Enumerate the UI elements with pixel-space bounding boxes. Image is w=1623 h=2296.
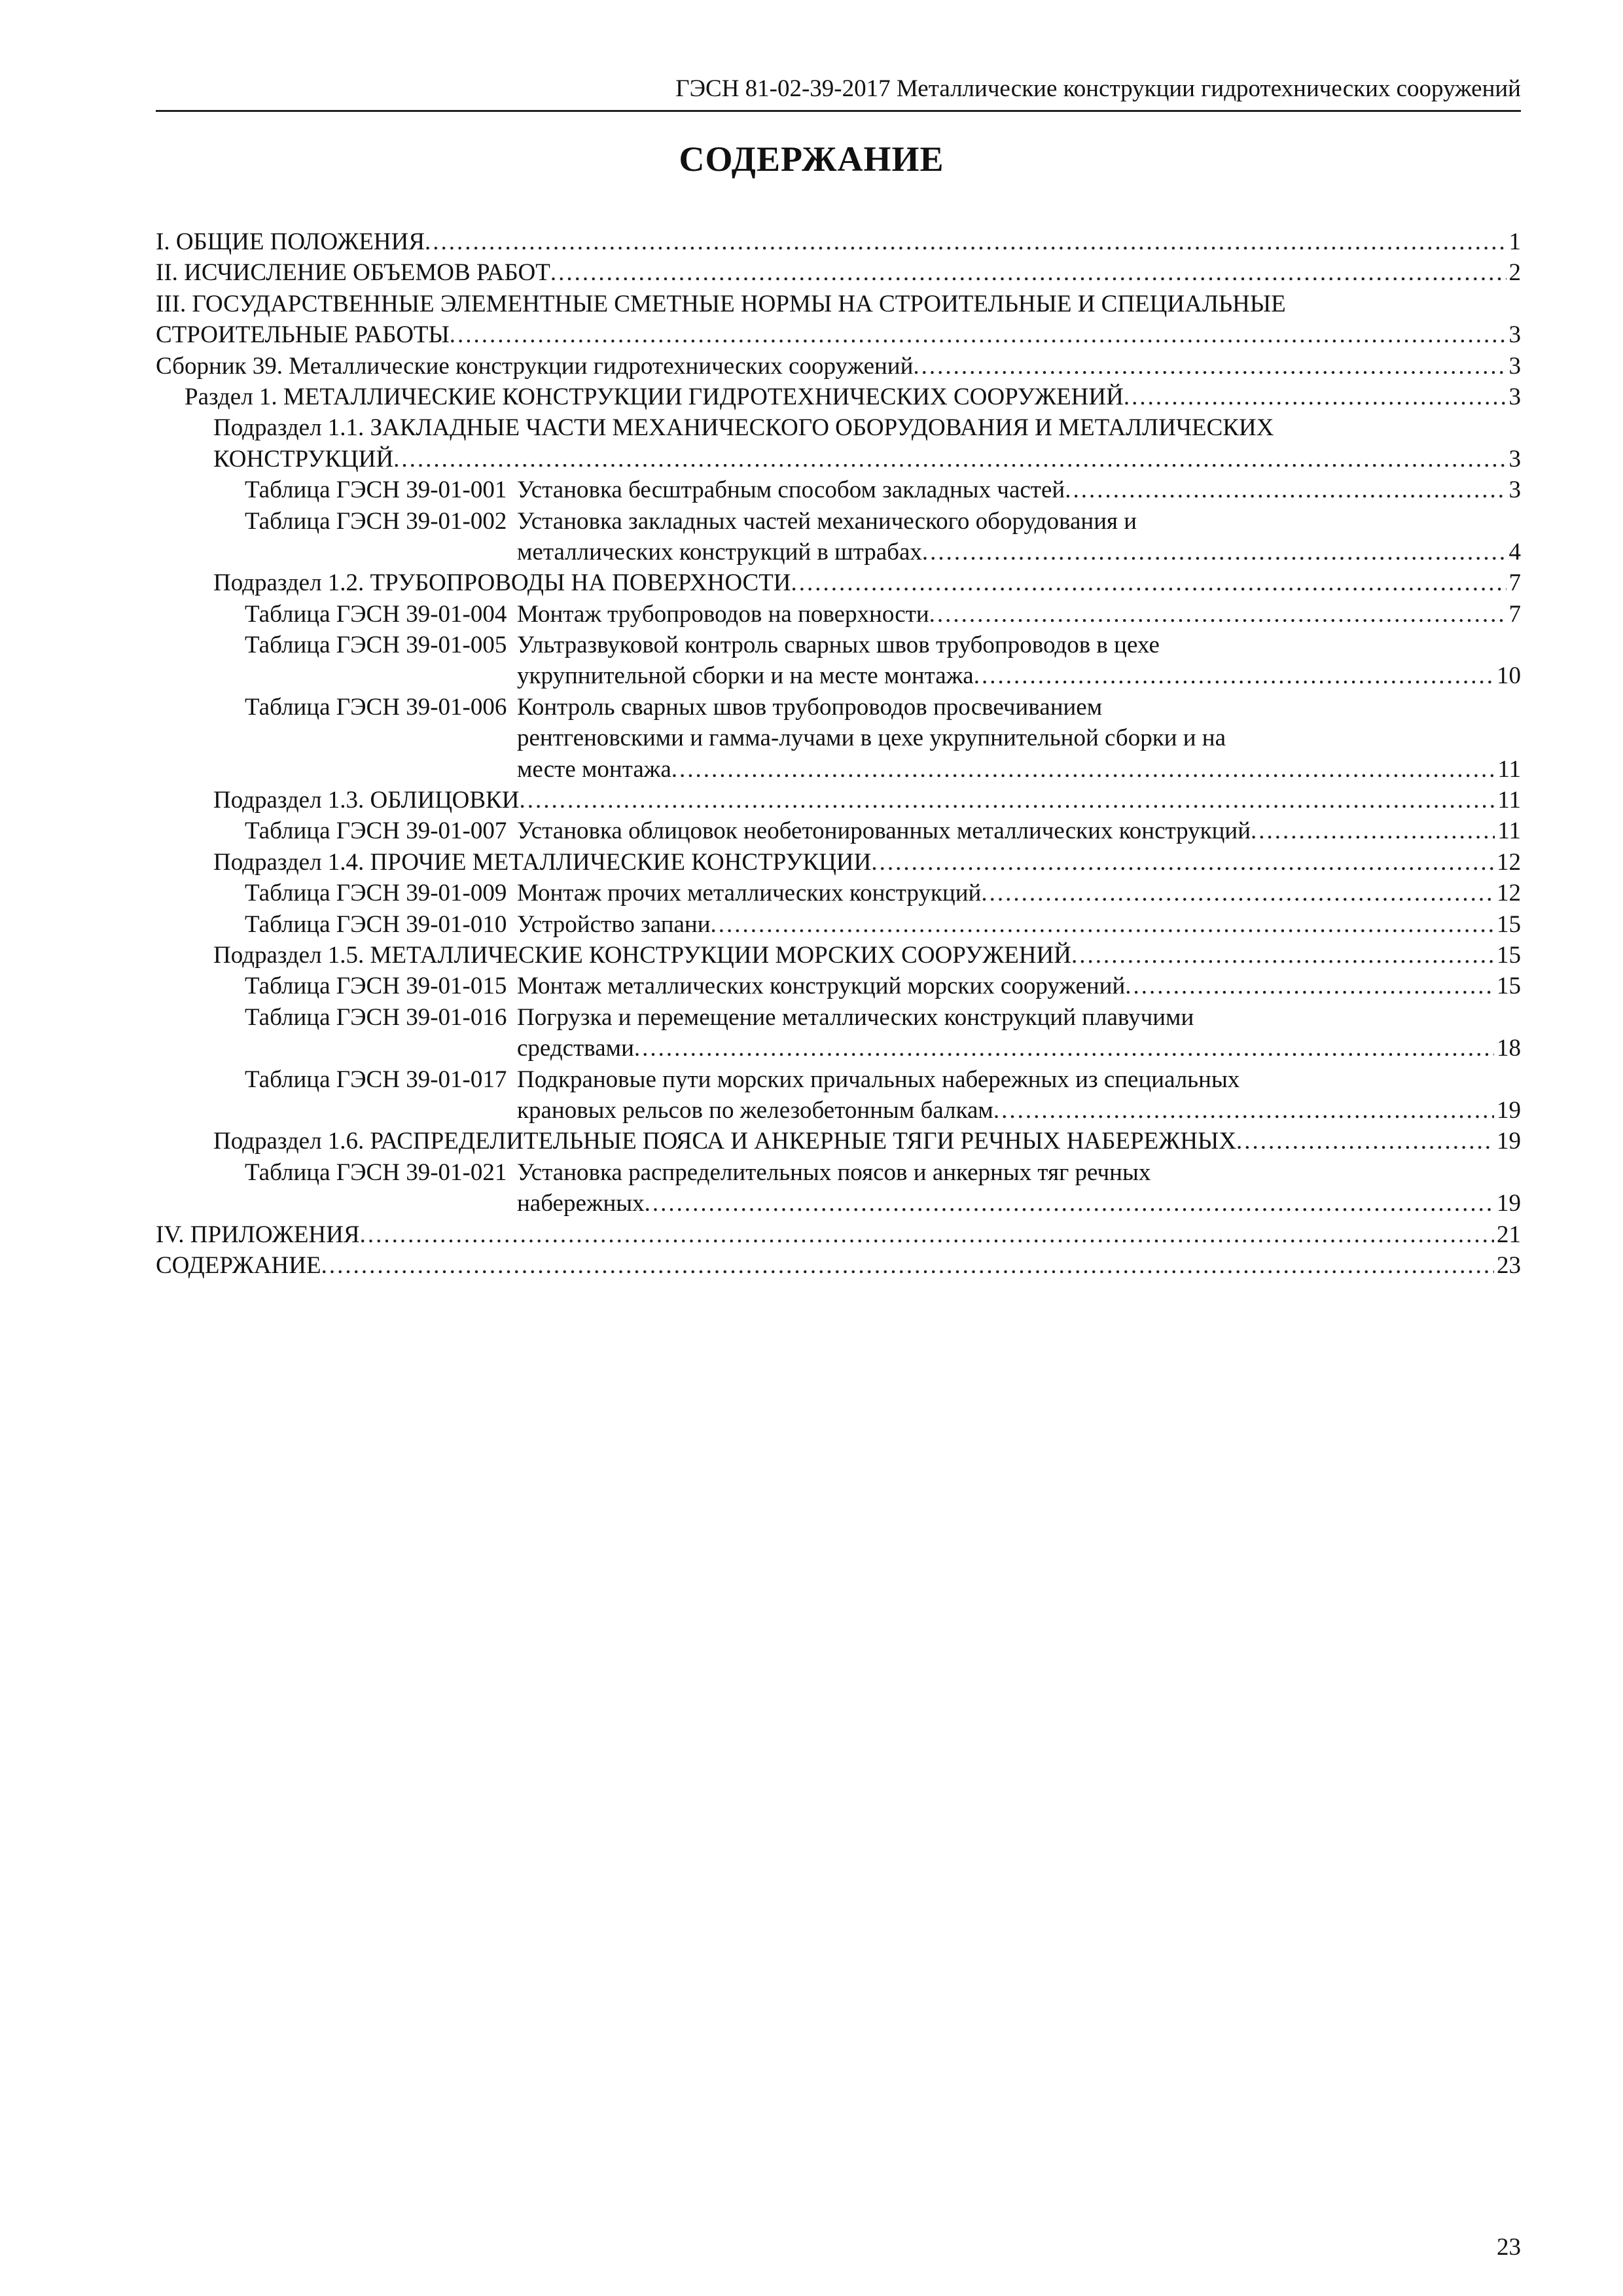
table-title: средствами [517,1035,634,1062]
toc-page-number: 3 [1508,445,1521,473]
toc-entry-label: СОДЕРЖАНИЕ [156,1251,321,1279]
toc-entry-table-39-01-016[interactable] [156,1002,1521,1064]
table-title: металлических конструкций в штрабах [517,538,922,565]
dot-leader [360,1219,1494,1250]
page-title: СОДЕРЖАНИЕ [679,139,944,179]
dot-leader [634,1033,1494,1064]
toc-entry-label: Подраздел 1.4. ПРОЧИЕ МЕТАЛЛИЧЕСКИЕ КОНСТРУКЦИИ [213,848,872,876]
toc-entry-subsection-1-3[interactable] [156,785,1521,816]
dot-leader [711,909,1494,940]
toc-page-number: 3 [1508,383,1521,410]
toc-entry-volume-calc[interactable] [156,257,1521,288]
dot-leader [791,567,1507,598]
dot-leader [450,319,1507,350]
dot-leader [1065,475,1506,505]
toc-entry-table-39-01-002[interactable] [156,506,1521,568]
toc-page-number: 15 [1497,942,1521,969]
toc-page-number: 23 [1497,1251,1521,1279]
toc-page-number: 7 [1508,600,1521,628]
toc-page-number: 11 [1497,755,1521,783]
toc-entry-label: Подраздел 1.6. РАСПРЕДЕЛИТЕЛЬНЫЕ ПОЯСА И АНКЕРНЫЕ ТЯГИ РЕЧНЫХ НАБЕРЕЖНЫХ [213,1128,1237,1155]
table-code: Таблица ГЭСН 39-01-004 [245,600,507,628]
toc-page-number: 2 [1508,259,1521,287]
toc-entry-table-39-01-010[interactable] [156,909,1521,940]
table-of-contents [156,226,1521,1281]
dot-leader [871,847,1494,878]
table-title: крановых рельсов по железобетонным балкам [517,1097,993,1124]
dot-leader [913,351,1506,382]
toc-entry-collection-39[interactable] [156,351,1521,382]
table-code: Таблица ГЭСН 39-01-007 [245,817,507,845]
toc-page-number: 12 [1497,880,1521,907]
dot-leader [993,1095,1494,1126]
table-code: Таблица ГЭСН 39-01-016 [245,1003,507,1031]
dot-leader [1125,971,1494,1001]
dot-leader [922,537,1507,567]
table-code: Таблица ГЭСН 39-01-001 [245,476,507,504]
toc-entry-label: IV. ПРИЛОЖЕНИЯ [156,1221,360,1248]
toc-entry-contents[interactable] [156,1250,1521,1281]
toc-page-number: 15 [1497,910,1521,938]
table-title: Погрузка и перемещение металлических конструкций плавучими [517,1003,1194,1031]
toc-entry-table-39-01-007[interactable] [156,816,1521,846]
toc-page-number: 19 [1497,1190,1521,1217]
dot-leader [519,785,1495,816]
toc-page-number: 12 [1497,848,1521,876]
table-title: Монтаж прочих металлических конструкций [517,880,982,907]
toc-entry-label: Сборник 39. Металлические конструкции гидротехнических сооружений [156,352,914,380]
dot-leader [425,226,1506,257]
table-code: Таблица ГЭСН 39-01-010 [245,910,507,938]
toc-entry-table-39-01-009[interactable] [156,878,1521,908]
toc-page-number: 19 [1497,1097,1521,1124]
table-title: Контроль сварных швов трубопроводов просвечиванием [517,693,1103,721]
toc-entry-label: III. ГОСУДАРСТВЕННЫЕ ЭЛЕМЕНТНЫЕ СМЕТНЫЕ НОРМЫ НА СТРОИТЕЛЬНЫЕ И СПЕЦИАЛЬНЫЕ [156,290,1286,317]
dot-leader [1071,940,1494,971]
toc-page-number: 3 [1508,352,1521,380]
toc-entry-table-39-01-005[interactable] [156,630,1521,692]
toc-entry-table-39-01-004[interactable] [156,599,1521,630]
dot-leader [321,1250,1494,1281]
table-title: Монтаж металлических конструкций морских сооружений [517,973,1126,1000]
toc-entry-state-norms[interactable] [156,289,1521,351]
toc-page-number: 19 [1497,1128,1521,1155]
dot-leader [645,1188,1494,1219]
toc-entry-subsection-1-4[interactable] [156,847,1521,878]
toc-page-number: 11 [1497,787,1521,814]
toc-entry-appendices[interactable] [156,1219,1521,1250]
toc-page-number: 4 [1508,538,1521,565]
table-title: Установка закладных частей механического оборудования и [517,507,1137,535]
toc-entry-label: Подраздел 1.3. ОБЛИЦОВКИ [213,787,520,814]
dot-leader [981,878,1494,908]
dot-leader [393,444,1506,475]
toc-entry-label: II. ИСЧИСЛЕНИЕ ОБЪЕМОВ РАБОТ [156,259,550,287]
toc-page-number: 18 [1497,1035,1521,1062]
table-code: Таблица ГЭСН 39-01-015 [245,973,507,1000]
toc-page-number: 3 [1508,321,1521,349]
running-title: ГЭСН 81-02-39-2017 Металлические конструкции гидротехнических сооружений [675,75,1521,102]
dot-leader [929,599,1507,630]
table-code: Таблица ГЭСН 39-01-009 [245,880,507,907]
dot-leader [1124,382,1507,412]
table-title: Устройство запани [517,910,711,938]
table-code: Таблица ГЭСН 39-01-005 [245,632,507,659]
toc-entry-subsection-1-5[interactable] [156,940,1521,971]
toc-entry-label: Подраздел 1.5. МЕТАЛЛИЧЕСКИЕ КОНСТРУКЦИИ МОРСКИХ СООРУЖЕНИЙ [213,942,1072,969]
table-code: Таблица ГЭСН 39-01-006 [245,693,507,721]
toc-entry-general[interactable] [156,226,1521,257]
toc-entry-subsection-1-2[interactable] [156,567,1521,598]
toc-entry-subsection-1-6[interactable] [156,1126,1521,1157]
toc-entry-table-39-01-001[interactable] [156,475,1521,505]
toc-page-number: 15 [1497,973,1521,1000]
toc-entry-label: Подраздел 1.1. ЗАКЛАДНЫЕ ЧАСТИ МЕХАНИЧЕСКОГО ОБОРУДОВАНИЯ И МЕТАЛЛИЧЕСКИХ [213,414,1274,442]
dot-leader [974,660,1494,691]
table-title: Ультразвуковой контроль сварных швов трубопроводов в цехе [517,632,1160,659]
toc-entry-table-39-01-006[interactable] [156,692,1521,785]
toc-entry-subsection-1-1[interactable] [156,412,1521,475]
toc-entry-label: Подраздел 1.2. ТРУБОПРОВОДЫ НА ПОВЕРХНОСТИ [213,569,791,597]
toc-page-number: 21 [1497,1221,1521,1248]
table-title: набережных [517,1190,645,1217]
toc-page-number: 3 [1508,476,1521,504]
table-title: укрупнительной сборки и на месте монтажа [517,662,974,690]
table-title: месте монтажа [517,755,671,783]
toc-page-number: 10 [1497,662,1521,690]
toc-entry-section-1[interactable] [156,382,1521,412]
toc-entry-label: I. ОБЩИЕ ПОЛОЖЕНИЯ [156,228,425,255]
table-code: Таблица ГЭСН 39-01-002 [245,507,507,535]
dot-leader [1236,1126,1494,1157]
toc-entry-table-39-01-017[interactable] [156,1064,1521,1126]
table-title: Установка бесштрабным способом закладных частей [517,476,1065,504]
running-header [156,71,1521,112]
dot-leader [1251,816,1495,846]
toc-entry-label: СТРОИТЕЛЬНЫЕ РАБОТЫ [156,321,450,349]
toc-page-number: 1 [1508,228,1521,255]
toc-entry-label: Раздел 1. МЕТАЛЛИЧЕСКИЕ КОНСТРУКЦИИ ГИДРОТЕХНИЧЕСКИХ СООРУЖЕНИЙ [185,383,1124,410]
dot-leader [671,754,1495,785]
table-title: рентгеновскими и гамма-лучами в цехе укрупнительной сборки и на [517,725,1226,752]
page-number: 23 [1497,2234,1521,2261]
dot-leader [550,257,1507,288]
table-code: Таблица ГЭСН 39-01-021 [245,1158,507,1186]
toc-entry-label: КОНСТРУКЦИЙ [213,445,394,473]
table-title: Подкрановые пути морских причальных набережных из специальных [517,1066,1240,1093]
toc-entry-table-39-01-015[interactable] [156,971,1521,1001]
toc-page-number: 7 [1508,569,1521,597]
table-title: Монтаж трубопроводов на поверхности [517,600,929,628]
table-code: Таблица ГЭСН 39-01-017 [245,1066,507,1093]
table-title: Установка распределительных поясов и анкерных тяг речных [517,1158,1151,1186]
toc-page-number: 11 [1497,817,1521,845]
toc-entry-table-39-01-021[interactable] [156,1157,1521,1219]
table-title: Установка облицовок необетонированных металлических конструкций [517,817,1251,845]
